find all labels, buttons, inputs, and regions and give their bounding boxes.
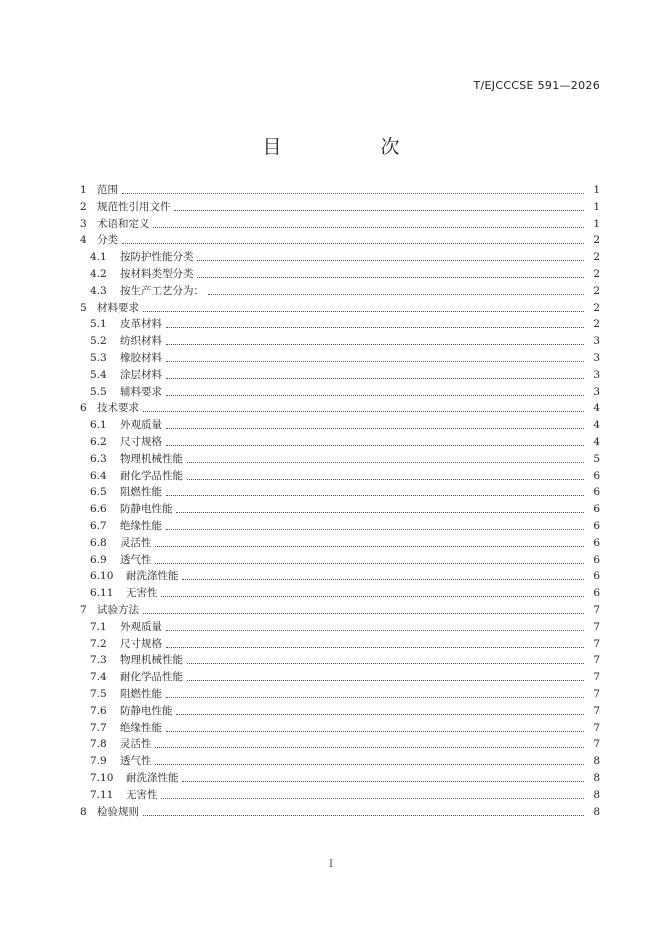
toc-entry-number: 6.5 xyxy=(90,486,107,499)
toc-entry-label: 橡胶材料 xyxy=(120,352,162,364)
toc-entry-label: 外观质量 xyxy=(120,419,162,432)
toc-leader-dots xyxy=(143,311,584,312)
toc-entry-label: 检验规则 xyxy=(97,805,139,818)
toc-entry-label: 绝缘性能 xyxy=(120,721,162,734)
toc-leader-dots xyxy=(187,680,584,681)
toc-entry-page: 6 xyxy=(593,536,600,549)
toc-entry-number: 5.2 xyxy=(90,335,107,348)
toc-entry-page: 3 xyxy=(593,352,600,364)
toc-entry[interactable] xyxy=(0,535,662,551)
toc-entry-label: 技术要求 xyxy=(97,402,139,415)
toc-entry-label: 涂层材料 xyxy=(120,368,162,381)
toc-entry-label: 按生产工艺分为： xyxy=(120,284,204,297)
toc-leader-dots xyxy=(208,294,584,295)
toc-entry-label: 耐化学品性能 xyxy=(120,671,183,684)
toc-leader-dots xyxy=(155,546,584,547)
toc-entry[interactable] xyxy=(0,703,662,719)
toc-entry-label: 按防护性能分类 xyxy=(120,251,194,264)
toc-entry-label: 分类 xyxy=(97,234,118,247)
toc-entry[interactable] xyxy=(0,333,662,349)
toc-entry-label: 纺织材料 xyxy=(120,335,162,348)
toc-leader-dots xyxy=(166,697,584,698)
document-code: T/EJCCCSE 591—2026 xyxy=(473,79,600,92)
toc-leader-dots xyxy=(187,663,584,664)
toc-entry[interactable] xyxy=(0,585,662,601)
toc-leader-dots xyxy=(176,714,584,715)
toc-entry[interactable] xyxy=(0,216,662,232)
toc-leader-dots xyxy=(153,227,584,228)
toc-entry[interactable] xyxy=(0,636,662,652)
toc-entry-number: 4.1 xyxy=(90,251,107,264)
toc-entry-number: 7.8 xyxy=(90,738,107,751)
toc-entry-page: 7 xyxy=(593,604,600,616)
toc-leader-dots xyxy=(174,210,584,211)
toc-leader-dots xyxy=(166,378,584,379)
toc-entry-number: 6.7 xyxy=(90,520,107,532)
toc-entry-page: 6 xyxy=(593,486,600,499)
toc-leader-dots xyxy=(166,395,584,396)
toc-entry-number: 7 xyxy=(80,604,87,616)
toc-entry-page: 3 xyxy=(593,385,600,398)
toc-entry-label: 阻燃性能 xyxy=(120,486,162,499)
toc-entry-page: 2 xyxy=(593,318,600,331)
toc-leader-dots xyxy=(166,647,584,648)
toc-leader-dots xyxy=(166,327,584,328)
toc-entry-label: 耐洗涤性能 xyxy=(126,570,179,583)
toc-entry-number: 7.4 xyxy=(90,671,107,684)
toc-leader-dots xyxy=(155,747,584,748)
toc-entry-number: 6.4 xyxy=(90,469,107,482)
toc-entry-label: 灵活性 xyxy=(120,536,152,549)
toc-entry-page: 2 xyxy=(593,301,600,314)
toc-leader-dots xyxy=(122,243,584,244)
toc-leader-dots xyxy=(166,361,584,362)
toc-entry[interactable] xyxy=(0,199,662,215)
toc-entry[interactable] xyxy=(0,568,662,584)
toc-entry[interactable] xyxy=(0,501,662,517)
toc-entry-number: 5.4 xyxy=(90,368,107,381)
toc-leader-dots xyxy=(166,344,584,345)
toc-entry-page: 6 xyxy=(593,520,600,532)
toc-entry-page: 1 xyxy=(593,217,600,230)
toc-leader-dots xyxy=(197,277,584,278)
toc-entry-number: 5.5 xyxy=(90,385,107,398)
toc-entry-page: 7 xyxy=(593,688,600,700)
toc-leader-dots xyxy=(143,613,584,614)
toc-leader-dots xyxy=(182,579,584,580)
toc-entry-label: 防静电性能 xyxy=(120,503,173,516)
toc-entry[interactable] xyxy=(0,468,662,484)
toc-entry-label: 皮革材料 xyxy=(120,318,162,331)
toc-entry[interactable] xyxy=(0,249,662,265)
toc-entry-label: 透气性 xyxy=(120,755,152,768)
toc-entry-page: 7 xyxy=(593,620,600,633)
toc-entry[interactable] xyxy=(0,484,662,500)
toc-entry-page: 7 xyxy=(593,671,600,684)
toc-entry-label: 规范性引用文件 xyxy=(97,200,171,213)
toc-entry-label: 外观质量 xyxy=(120,620,162,633)
toc-leader-dots xyxy=(166,731,584,732)
toc-entry-label: 灵活性 xyxy=(120,738,152,751)
toc-entry-page: 7 xyxy=(593,654,600,667)
toc-entry[interactable] xyxy=(0,367,662,383)
toc-entry-label: 无害性 xyxy=(126,788,158,801)
toc-entry-page: 3 xyxy=(593,368,600,381)
toc-entry-number: 6.6 xyxy=(90,503,107,516)
toc-entry[interactable] xyxy=(0,451,662,467)
toc-entry[interactable] xyxy=(0,753,662,769)
toc-entry-page: 8 xyxy=(593,805,600,818)
toc-entry-page: 4 xyxy=(593,436,600,448)
toc-entry-page: 7 xyxy=(593,721,600,734)
toc-entry-number: 7.3 xyxy=(90,654,107,667)
toc-entry-label: 辅料要求 xyxy=(120,385,162,398)
toc-entry[interactable] xyxy=(0,232,662,248)
toc-leader-dots xyxy=(166,445,584,446)
toc-entry-number: 4 xyxy=(80,234,87,247)
toc-entry-page: 1 xyxy=(593,200,600,213)
toc-entry[interactable] xyxy=(0,736,662,752)
toc-entry-page: 2 xyxy=(593,251,600,264)
toc-entry-label: 透气性 xyxy=(120,553,152,566)
toc-entry-number: 7.5 xyxy=(90,688,107,700)
toc-entry-number: 6.9 xyxy=(90,553,107,566)
toc-entry[interactable] xyxy=(0,804,662,820)
toc-entry[interactable] xyxy=(0,619,662,635)
toc-entry-number: 6.2 xyxy=(90,436,107,448)
toc-entry-number: 6.10 xyxy=(90,570,114,583)
toc-entry-page: 6 xyxy=(593,587,600,600)
toc-entry[interactable] xyxy=(0,434,662,450)
toc-entry-page: 7 xyxy=(593,738,600,751)
toc-leader-dots xyxy=(161,596,584,597)
toc-entry-page: 5 xyxy=(593,452,600,465)
toc-entry-number: 5.1 xyxy=(90,318,107,331)
toc-leader-dots xyxy=(166,529,584,530)
toc-entry[interactable] xyxy=(0,283,662,299)
toc-leader-dots xyxy=(197,260,584,261)
toc-entry[interactable] xyxy=(0,602,662,618)
toc-entry-number: 4.2 xyxy=(90,268,107,280)
toc-entry-number: 3 xyxy=(80,217,87,230)
footer-page-number: I xyxy=(329,859,333,870)
toc-entry-number: 7.2 xyxy=(90,637,107,650)
toc-entry-label: 尺寸规格 xyxy=(120,436,162,448)
toc-entry-number: 8 xyxy=(80,805,87,818)
toc-leader-dots xyxy=(187,462,584,463)
toc-entry[interactable] xyxy=(0,417,662,433)
toc-entry-page: 1 xyxy=(593,184,600,196)
toc-entry-number: 6.3 xyxy=(90,452,107,465)
toc-leader-dots xyxy=(161,798,584,799)
toc-entry[interactable] xyxy=(0,384,662,400)
toc-entry-number: 6.1 xyxy=(90,419,107,432)
toc-entry-page: 3 xyxy=(593,335,600,348)
toc-entry-page: 4 xyxy=(593,419,600,432)
toc-entry[interactable] xyxy=(0,400,662,416)
toc-entry-label: 尺寸规格 xyxy=(120,637,162,650)
toc-leader-dots xyxy=(166,428,584,429)
toc-entry-number: 7.10 xyxy=(90,772,114,784)
toc-entry-label: 术语和定义 xyxy=(97,217,150,230)
toc-entry[interactable] xyxy=(0,652,662,668)
toc-leader-dots xyxy=(155,563,584,564)
toc-leader-dots xyxy=(176,512,584,513)
toc-entry[interactable] xyxy=(0,552,662,568)
toc-entry-page: 2 xyxy=(593,234,600,247)
toc-entry[interactable] xyxy=(0,669,662,685)
toc-entry-label: 防静电性能 xyxy=(120,704,173,717)
toc-entry[interactable] xyxy=(0,300,662,316)
toc-entry-number: 7.11 xyxy=(90,788,114,801)
toc-entry-number: 7.7 xyxy=(90,721,107,734)
toc-title: 目 次 xyxy=(262,136,440,158)
toc-entry-label: 绝缘性能 xyxy=(120,520,162,532)
toc-entry[interactable] xyxy=(0,350,662,366)
toc-leader-dots xyxy=(187,479,584,480)
toc-entry-page: 6 xyxy=(593,553,600,566)
toc-entry-label: 物理机械性能 xyxy=(120,452,183,465)
toc-entry-label: 范围 xyxy=(97,184,118,196)
toc-entry[interactable] xyxy=(0,686,662,702)
toc-leader-dots xyxy=(166,495,584,496)
toc-entry-number: 5.3 xyxy=(90,352,107,364)
toc-leader-dots xyxy=(182,781,584,782)
toc-entry[interactable] xyxy=(0,266,662,282)
toc-leader-dots xyxy=(166,630,584,631)
toc-leader-dots xyxy=(122,193,584,194)
toc-entry[interactable] xyxy=(0,182,662,198)
toc-entry-label: 耐化学品性能 xyxy=(120,469,183,482)
toc-entry[interactable] xyxy=(0,787,662,803)
toc-entry-number: 1 xyxy=(80,184,87,196)
toc-entry[interactable] xyxy=(0,316,662,332)
toc-entry-number: 6.8 xyxy=(90,536,107,549)
toc-leader-dots xyxy=(143,815,584,816)
toc-entry-page: 7 xyxy=(593,704,600,717)
toc-entry-number: 6.11 xyxy=(90,587,114,600)
toc-entry-page: 6 xyxy=(593,570,600,583)
toc-entry-number: 7.9 xyxy=(90,755,107,768)
toc-leader-dots xyxy=(143,411,584,412)
toc-entry-page: 2 xyxy=(593,284,600,297)
toc-entry-page: 6 xyxy=(593,469,600,482)
toc-entry-number: 7.1 xyxy=(90,620,107,633)
toc-entry-page: 8 xyxy=(593,788,600,801)
toc-entry-number: 6 xyxy=(80,402,87,415)
toc-entry-label: 试验方法 xyxy=(97,604,139,616)
toc-entry-label: 按材料类型分类 xyxy=(120,268,194,280)
toc-entry-label: 物理机械性能 xyxy=(120,654,183,667)
toc-entry-number: 5 xyxy=(80,301,87,314)
toc-entry-number: 7.6 xyxy=(90,704,107,717)
toc-entry-label: 阻燃性能 xyxy=(120,688,162,700)
toc-entry[interactable] xyxy=(0,518,662,534)
toc-entry-label: 材料要求 xyxy=(97,301,139,314)
toc-entry-page: 7 xyxy=(593,637,600,650)
toc-entry-label: 耐洗涤性能 xyxy=(126,772,179,784)
toc-entry-number: 4.3 xyxy=(90,284,107,297)
toc-entry-page: 2 xyxy=(593,268,600,280)
toc-entry-page: 8 xyxy=(593,772,600,784)
toc-entry[interactable] xyxy=(0,770,662,786)
toc-entry-label: 无害性 xyxy=(126,587,158,600)
toc-entry[interactable] xyxy=(0,720,662,736)
toc-entry-number: 2 xyxy=(80,200,87,213)
toc-entry-page: 6 xyxy=(593,503,600,516)
toc-leader-dots xyxy=(155,764,584,765)
toc-entry-page: 4 xyxy=(593,402,600,415)
toc-entry-page: 8 xyxy=(593,755,600,768)
